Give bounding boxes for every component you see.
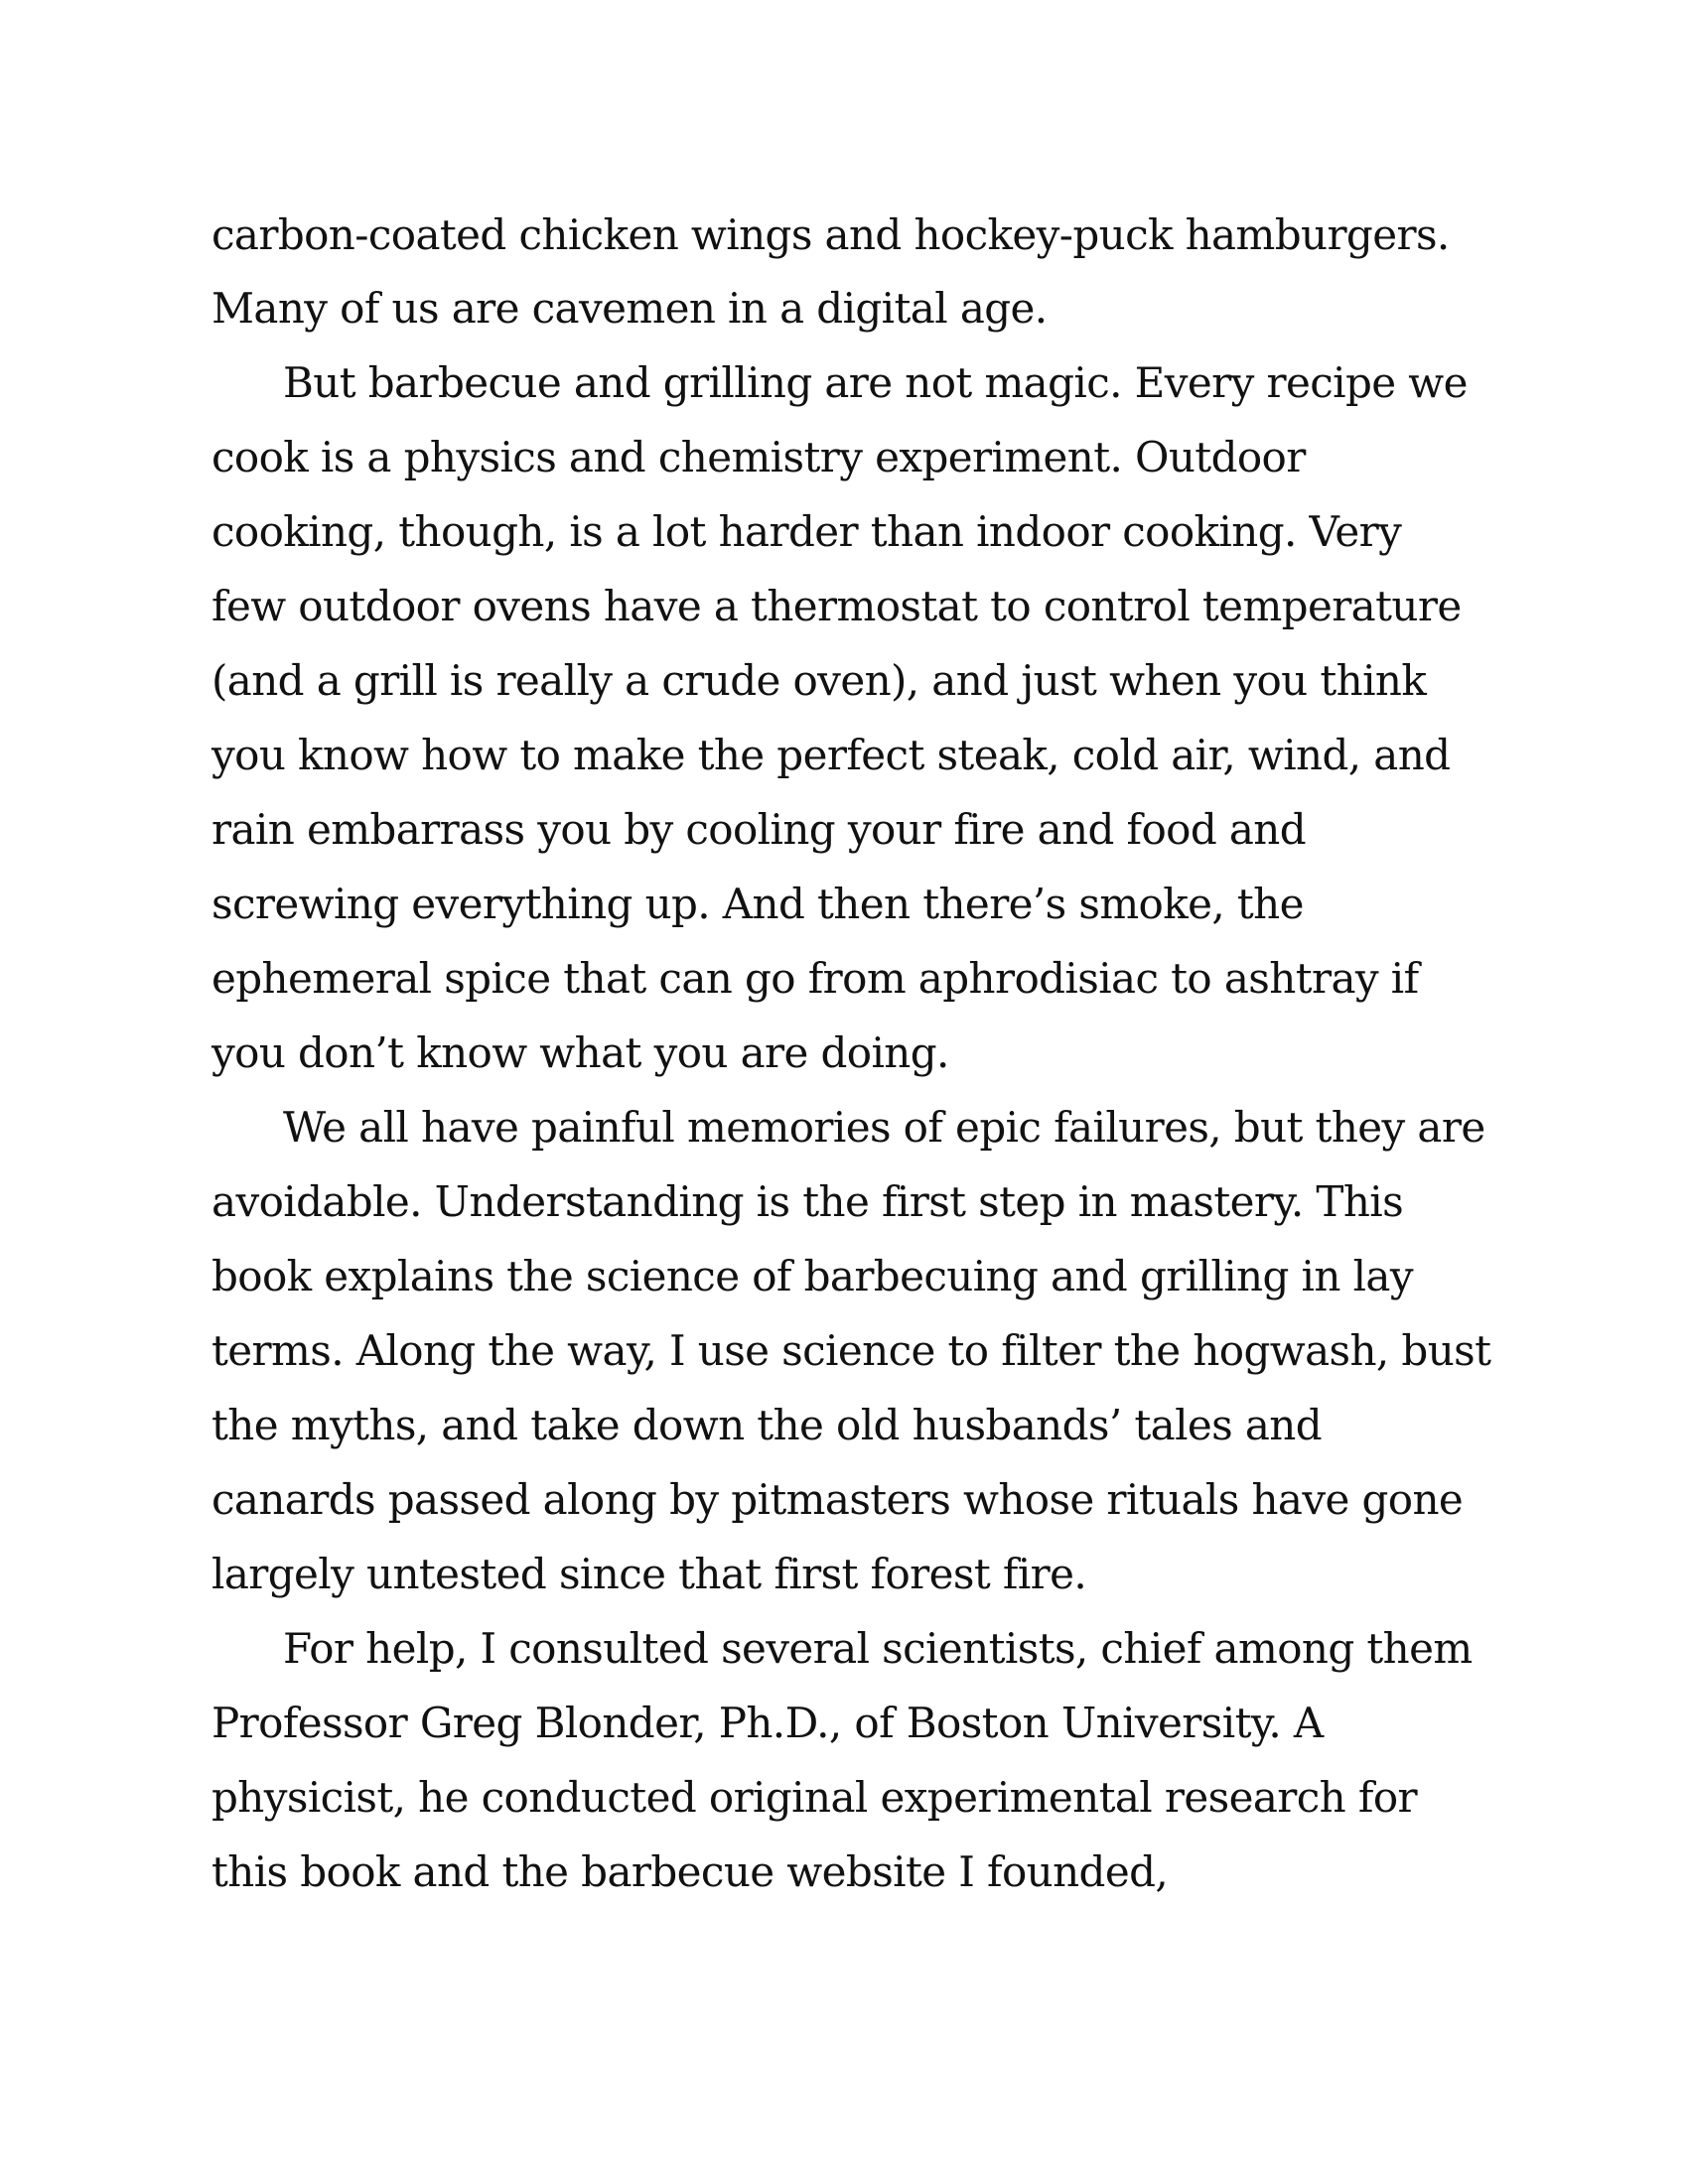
text-line: few outdoor ovens have a thermostat to control temperature [211,582,1462,630]
text-line: physicist, he conducted original experimental research for [211,1773,1417,1822]
text-line: largely untested since that first forest fire. [211,1550,1087,1598]
text-line: the myths, and take down the old husbands’ tales and [211,1401,1323,1449]
text-line: cook is a physics and chemistry experiment. Outdoor [211,433,1306,481]
text-line: avoidable. Understanding is the first step in mastery. This [211,1177,1404,1226]
text-line: you know how to make the perfect steak, cold air, wind, and [211,731,1451,779]
text-line: screwing everything up. And then there’s smoke, the [211,880,1304,928]
text-line: terms. Along the way, I use science to filter the hogwash, bust [211,1326,1491,1375]
text-line: carbon-coated chicken wings and hockey-puck hamburgers. [211,210,1450,259]
paragraph-first-line: We all have painful memories of epic failures, but they are [283,1103,1485,1152]
paragraph-first-line: For help, I consulted several scientists, chief among them [283,1624,1473,1673]
text-line: Professor Greg Blonder, Ph.D., of Boston University. A [211,1699,1324,1747]
text-line: cooking, though, is a lot harder than indoor cooking. Very [211,507,1402,556]
text-line: ephemeral spice that can go from aphrodisiac to ashtray if [211,954,1419,1003]
paragraph-first-line: But barbecue and grilling are not magic. Every recipe we [283,358,1468,407]
text-line: canards passed along by pitmasters whose rituals have gone [211,1475,1464,1524]
text-line: this book and the barbecue website I founded, [211,1847,1169,1896]
text-line: you don’t know what you are doing. [211,1028,949,1077]
text-line: (and a grill is really a crude oven), and just when you think [211,656,1427,705]
text-line: Many of us are cavemen in a digital age. [211,284,1048,333]
text-line: rain embarrass you by cooling your fire and food and [211,805,1307,854]
text-line: book explains the science of barbecuing and grilling in lay [211,1252,1413,1300]
